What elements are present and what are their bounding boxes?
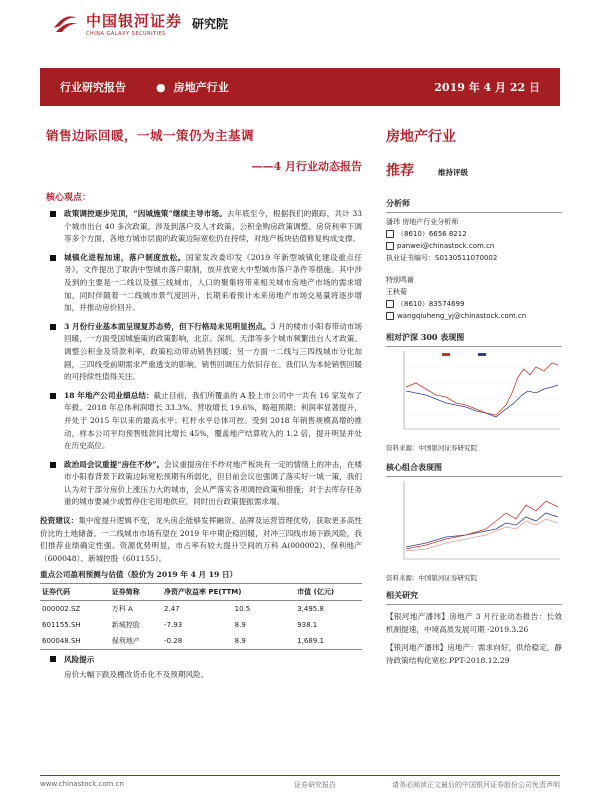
bullet-dot-icon: ● [156,80,166,94]
point-lead: 18 年地产公司业绩总结： [64,390,154,400]
legend-swatch-red [442,353,450,356]
point-text: 会议重提房住不炒对地产板块有一定的情绪上的冲击，在楼市小阳春背景下政策边际宽松预期有所弱化，但目前会议也强调了落实好一城一策，我们认为对于部分房价上涨压力大的城市，会从严落实各项调控政策和措施；对于去库存任务重的城市要减少或暂停住宅用地供应，同时出台政策提振需求端。 [64,459,363,507]
cell: -0.28 [162,633,233,650]
cell: 3,495.8 [297,605,324,614]
report-type: 行业研究报告 [60,81,126,94]
point-lead: 城镇化进程加速，落户制度放松。 [64,252,186,262]
cell: 938.1 [297,621,318,630]
table-row [40,601,362,618]
company-name-cn: 中国银河证券 [86,11,183,30]
cell: 新城控股 [111,621,140,630]
sidebar-sector: 房地产行业 [386,129,456,145]
relative-performance-chart [386,347,562,439]
footer-disclaimer: 请务必阅读正文最后的中国银河证券股份公司免责声明 [392,781,560,789]
col-header: 证券简称 [110,584,162,601]
related-item[interactable]: 【银河地产潘玮】房地产 3 月行业动态报告：长效机制提速，中境高质发展可期 -2019.3.26 [386,612,562,634]
col-header: 市值 (亿元) [295,584,362,601]
assistant-email-text: wangqiuheng_yj@chinastock.com.cn [397,312,527,320]
rating: 推荐 [386,163,414,179]
assistant-heading: 特别鸣谢 [386,276,414,284]
point-text: 3 月的楼市小阳春带动市场回暖，一方面受国城施策的政策影响，北京、深圳、天津等多个城市频繁出台人才政策、调整公积金及贷款利率，政策松动带动销售回暖；另一方面一二线与三四线城市分化加剧，三四线受前期需求严重透支的影响，销售回调压力依旧存在。我们认为本轮销售回暖的可持续性值得关注。 [64,321,362,382]
assistant-phone [386,298,562,310]
divider [386,604,562,605]
assistant-email [386,310,562,322]
square-bullet-icon [50,211,56,217]
risk-heading [40,654,362,665]
cell: 600048.SH [40,633,110,650]
chart1-source: 资料来源：中国银河证券研究院 [386,444,477,452]
valuation-table [40,583,362,650]
cell: 10.5 [234,605,251,614]
legend-swatch-blue [478,353,486,356]
report-banner [40,68,560,106]
banner-sector: 房地产行业 [173,81,229,94]
point-text: 去年底至今，根据我们的跟踪，共计 33 个城市出台 40 多次政策，涉及到落户及人才政策、公积金购房政策调整、房贷利率下调等多个方面，各地方城市层面的政策边际宽松仍在持续，对地产板块估值修复构成支撑。 [64,209,363,244]
point-lead: 政治局会议重提“房住不炒”。 [64,459,165,469]
assistant-phone-text: （8610）83574699 [397,300,465,308]
analyst-heading: 分析师 [386,198,410,208]
chart2-source: 资料来源：中国银河证券研究院 [386,574,477,582]
rating-row [386,160,562,180]
cell: 1,689.1 [295,633,362,650]
page-subtitle: ——4 月行业动态报告 [251,160,362,173]
square-bullet-icon [50,255,56,261]
cell: 8.9 [233,633,296,650]
footer-center: 证券研究报告 [293,781,336,789]
galaxy-logo-icon [50,10,80,36]
portfolio-performance-chart [386,477,562,569]
summary-point [40,459,362,509]
square-bullet-icon [50,462,56,468]
company-name-en: CHINA GALAXY SECURITIES [86,30,166,37]
summary-point [40,252,362,315]
chart2-title: 核心组合表现图 [386,462,562,477]
page-footer [40,775,560,790]
point-lead: 政策调控逐步见顶，“因城施策”继续主导市场。 [64,209,227,218]
point-text: 国家发改委印发《2019 年新型城镇化建设重点任务》，文件提出了取消中型城市落户限制，放开放宽大中型城市落户条件等措施。其中涉及到的主要是一二线以及强三线城市，人口的聚集将带来相关城市房地产市场的需求增加，同时伴随着一二线城市景气度回升，长期来看预计未来房地产市场交易量将逐步增加，并推动房价回升。 [64,252,362,313]
summary-points [40,208,362,509]
phone-icon [386,300,394,308]
summary-point [40,390,362,453]
analyst-phone [386,228,562,240]
page-title: 销售边际回暖，一城一策仍为主基调 [46,128,255,143]
sidebar [386,126,562,667]
analyst-email [386,240,562,252]
report-date: 2019 年 4 月 22 日 [434,81,540,94]
analyst-email-text: panwei@chinastock.com.cn [397,242,495,250]
assistant-name: 王秋菊 [386,288,407,296]
analyst-phone-text: （8610）6656 8212 [397,230,467,238]
footer-site[interactable]: www.chinastock.com.cn [40,780,124,788]
valuation-title: 重点公司盈利预测与估值（股价为 2019 年 4 月 19 日） [40,570,238,580]
rating-sub: 维持评级 [438,168,468,177]
investment-text: 集中度提升逻辑不变，龙头房企能够发挥融资、品牌及运营管理优势，获取更多高性价比的土地储备。一二线城市市场有望在 2019 年中期企稳回暖，对冲三四线市场下跌风险，我们推荐业绩确定性强、资源优势明显，市占率有较大提升空间的万科 A(000002)、保利地产（600048）、新城控股（601155）。 [40,516,362,563]
summary-point [40,208,362,246]
cell: 000002.SZ [42,605,81,614]
summary-heading: 核心观点： [46,193,92,203]
divider [386,212,562,213]
table-row [40,617,362,633]
logo-text [86,10,182,37]
header-logo [50,8,228,38]
col-header: 净资产收益率 PE(TTM) [162,584,295,601]
related-item[interactable]: 【银河地产潘玮】房地产：需求向好，供给稳定，静待政策结构化宽松.PPT-2018.12.29 [386,643,562,665]
institute-label: 研究院 [192,16,229,31]
table-row [40,633,362,650]
chart1-title: 相对沪深 300 表现图 [386,332,562,347]
col-header: 证券代码 [40,584,110,601]
mail-icon [386,312,394,320]
cell: 保利地产 [110,633,162,650]
summary-point [40,321,362,384]
analyst-name: 潘玮 房地产行业分析师 [386,218,459,226]
cell: -7.93 [164,621,183,630]
investment-advice [40,515,362,565]
point-text: 截止目前，我们所覆盖的 A 股上市公司中一共有 16 家发布了年报。2018 年总体利润增长 33.3%。营收增长 19.6%，略超预期；利润率显著提升，并处于 2015 年以来的最高水平；杠杆水平总体可控。受到 2018 年销售规模高增的推动，样本公司平均预售账款同比增长 45%，覆盖地产结算收入的 1.2 倍，提升明显并处在历史高位。 [64,390,362,451]
investment-label: 投资建议： [40,516,79,526]
risk-text: 房价大幅下跌及棚改货币化不及预期风险。 [64,670,209,680]
cell: 万科 A [111,605,133,614]
table-header-row [40,584,362,601]
main-column [40,126,362,680]
mail-icon [386,242,394,250]
related-heading: 相关研究 [386,590,418,600]
risk-heading-text: 风险提示 [64,655,95,665]
analyst-cert: 执业证书编号：S0130511070002 [386,254,498,262]
point-lead: 3 月份行业基本面呈现复苏态势，但下行格局未见明显拐点。 [64,321,271,331]
square-bullet-icon [50,656,56,662]
square-bullet-icon [50,324,56,330]
phone-icon [386,230,394,238]
portfolio-line-3 [406,519,558,551]
cell: 601155.SH [42,621,81,630]
cell: 2.47 [164,605,180,614]
cell: 8.9 [234,621,246,630]
square-bullet-icon [50,393,56,399]
